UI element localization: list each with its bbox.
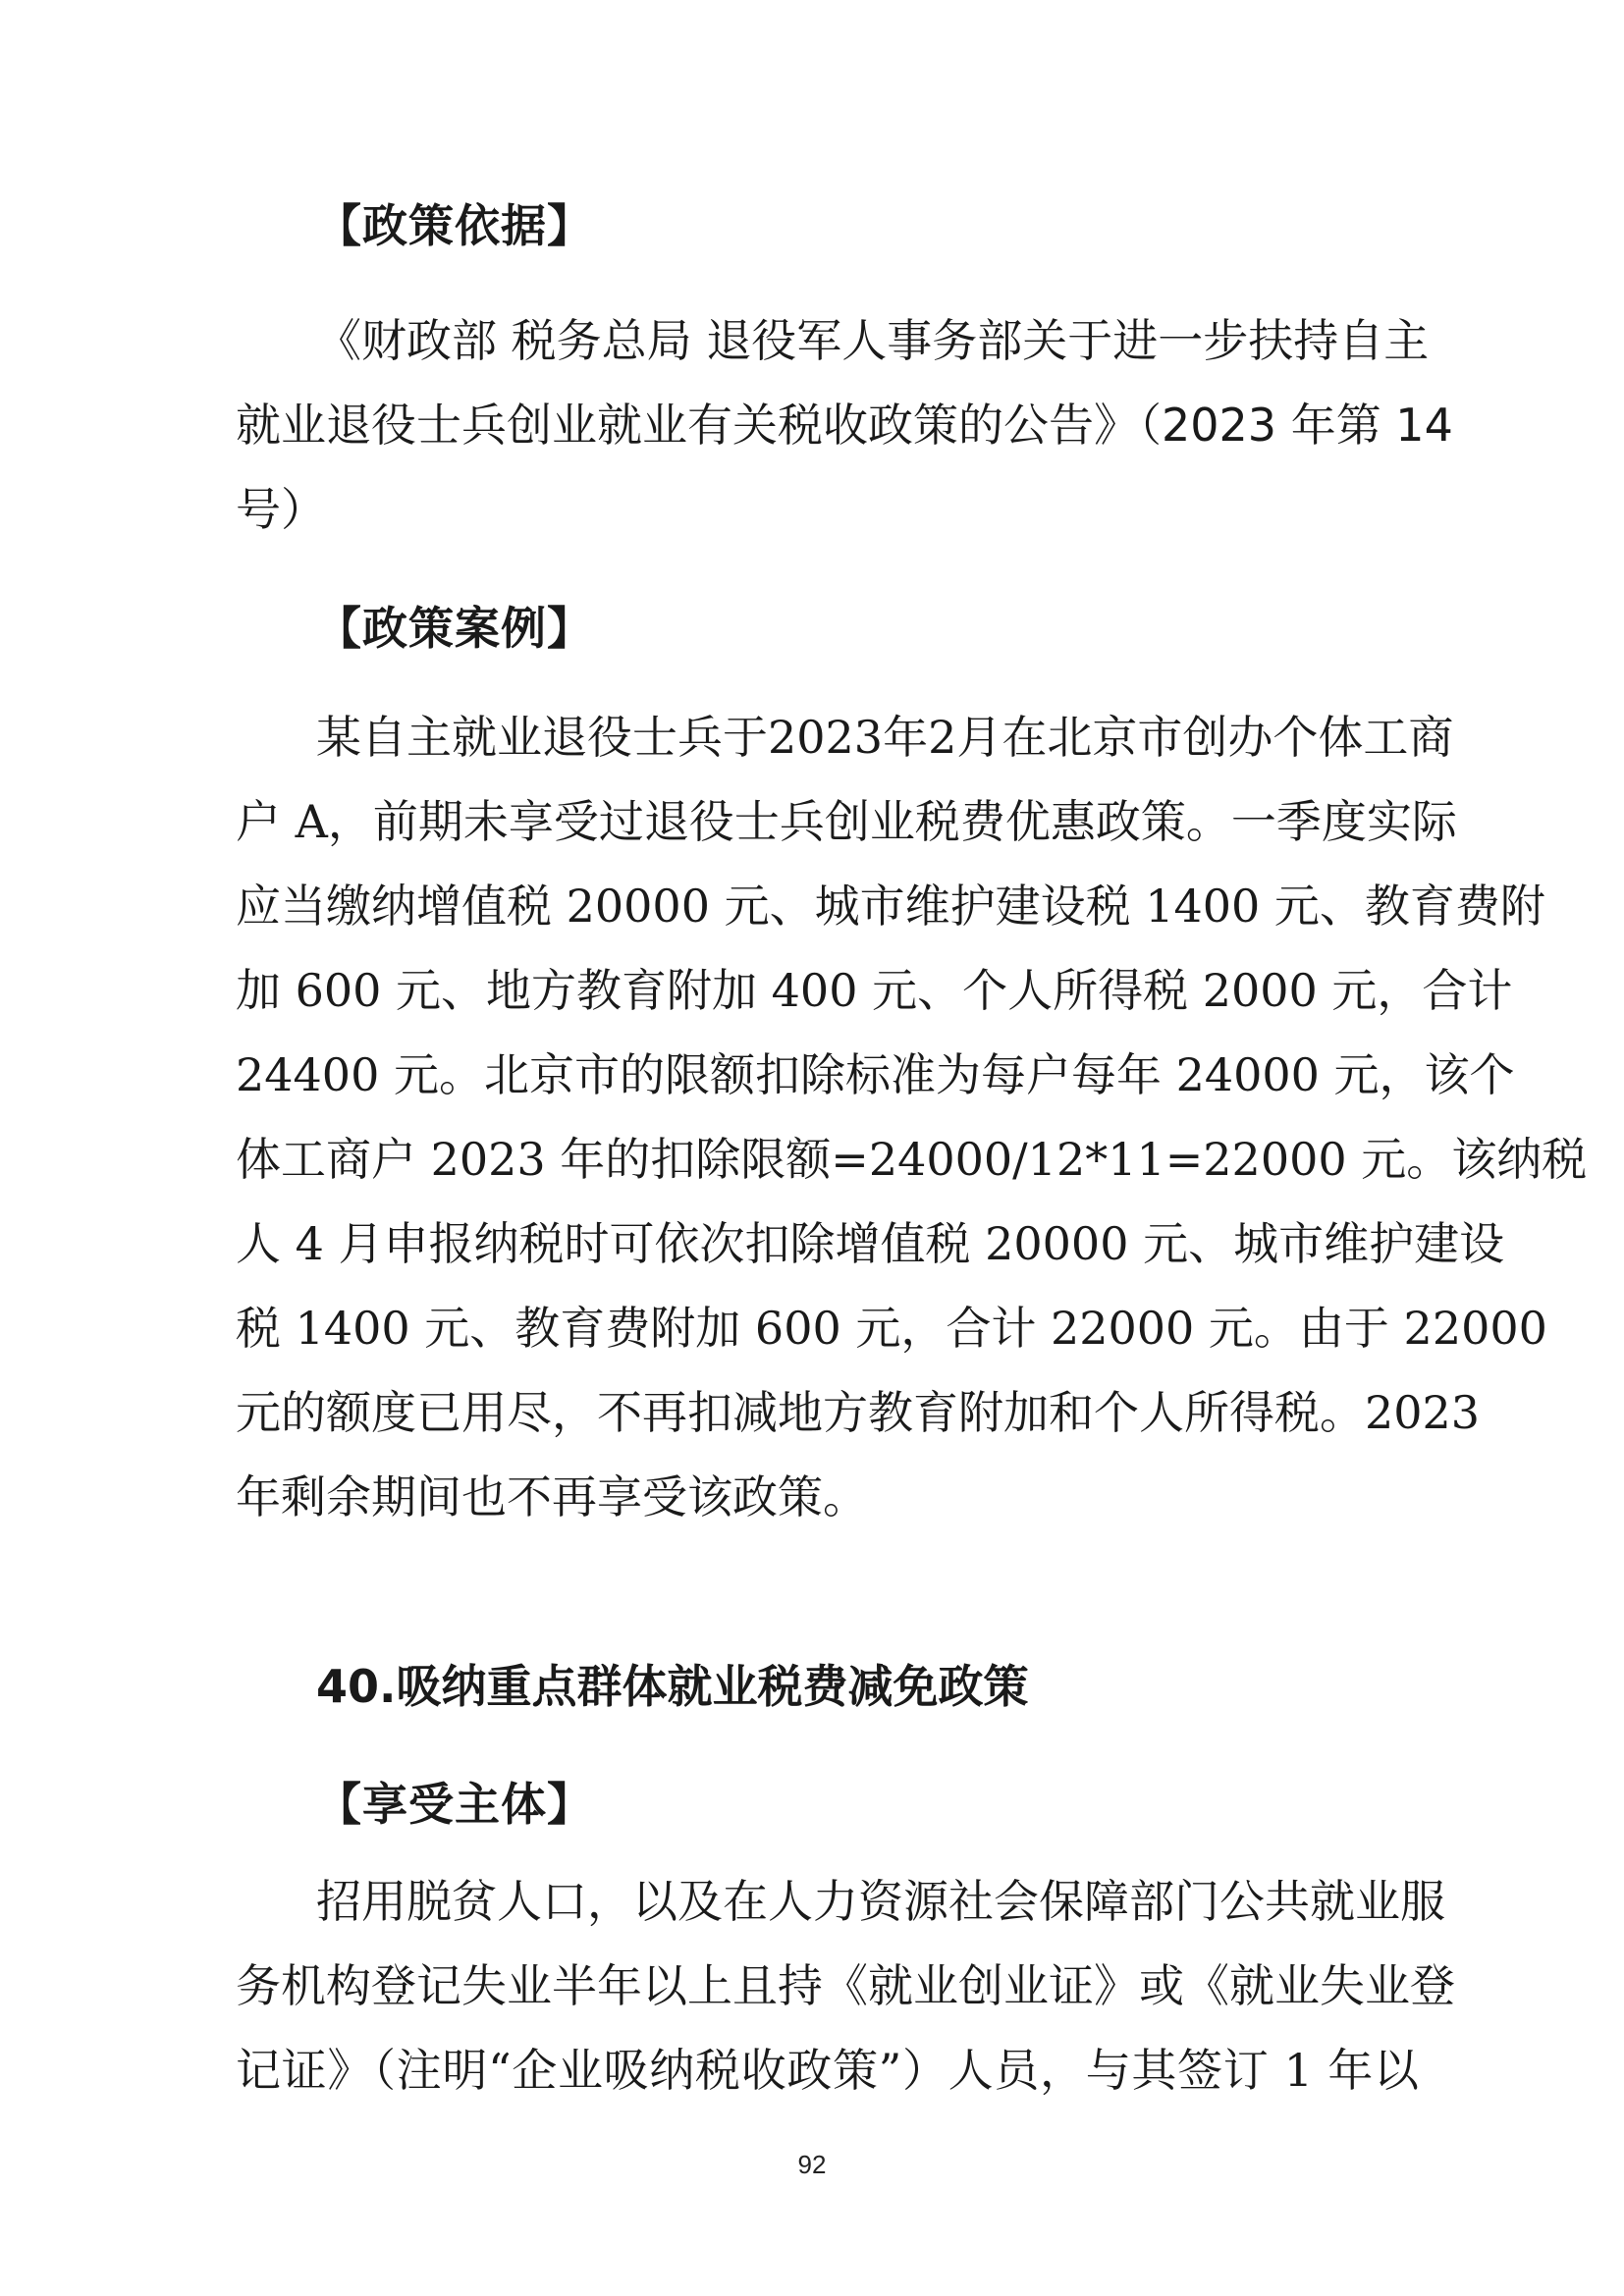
page-number: 92 [797, 2150, 827, 2179]
policy-case-heading: 【政策案例】 [316, 602, 593, 655]
policy-case-line: 税 1400 元、教育费附加 600 元，合计 22000 元。由于 22000 [236, 1302, 1547, 1355]
beneficiary-line: 务机构登记失业半年以上且持《就业创业证》或《就业失业登 [236, 1959, 1455, 2012]
policy-case-paragraph [236, 695, 1588, 1539]
beneficiary-line: 招用脱贫人口，以及在人力资源社会保障部门公共就业服 [316, 1875, 1445, 1928]
policy-basis-line: 号） [236, 483, 326, 536]
policy-case-line: 24400 元。北京市的限额扣除标准为每户每年 24000 元，该个 [236, 1048, 1515, 1101]
beneficiary-heading: 【享受主体】 [316, 1778, 593, 1831]
policy-case-line: 年剩余期间也不再享受该政策。 [236, 1470, 868, 1523]
policy-basis-line: 就业退役士兵创业就业有关税收政策的公告》（2023 年第 14 [236, 399, 1453, 452]
policy-case-line: 某自主就业退役士兵于2023年2月在北京市创办个体工商 [316, 711, 1454, 764]
policy-case-line: 元的额度已用尽，不再扣减地方教育附加和个人所得税。2023 [236, 1386, 1481, 1439]
policy-basis-line: 《财政部 税务总局 退役军人事务部关于进一步扶持自主 [316, 314, 1430, 367]
policy-basis-heading: 【政策依据】 [316, 199, 593, 252]
policy-case-line: 应当缴纳增值税 20000 元、城市维护建设税 1400 元、教育费附 [236, 880, 1545, 933]
beneficiary-line: 记证》（注明“企业吸纳税收政策”）人员，与其签订 1 年以 [236, 2044, 1419, 2097]
policy-case-line: 加 600 元、地方教育附加 400 元、个人所得税 2000 元，合计 [236, 964, 1513, 1017]
section-40-title: 40.吸纳重点群体就业税费减免政策 [316, 1660, 1029, 1713]
policy-basis-paragraph [236, 298, 1453, 552]
policy-case-line: 体工商户 2023 年的扣除限额=24000/12*11=22000 元。该纳税 [236, 1133, 1588, 1186]
policy-case-line: 人 4 月申报纳税时可依次扣除增值税 20000 元、城市维护建设 [236, 1217, 1505, 1270]
policy-case-line: 户 A，前期未享受过退役士兵创业税费优惠政策。一季度实际 [236, 795, 1457, 848]
beneficiary-paragraph [236, 1859, 1455, 2112]
